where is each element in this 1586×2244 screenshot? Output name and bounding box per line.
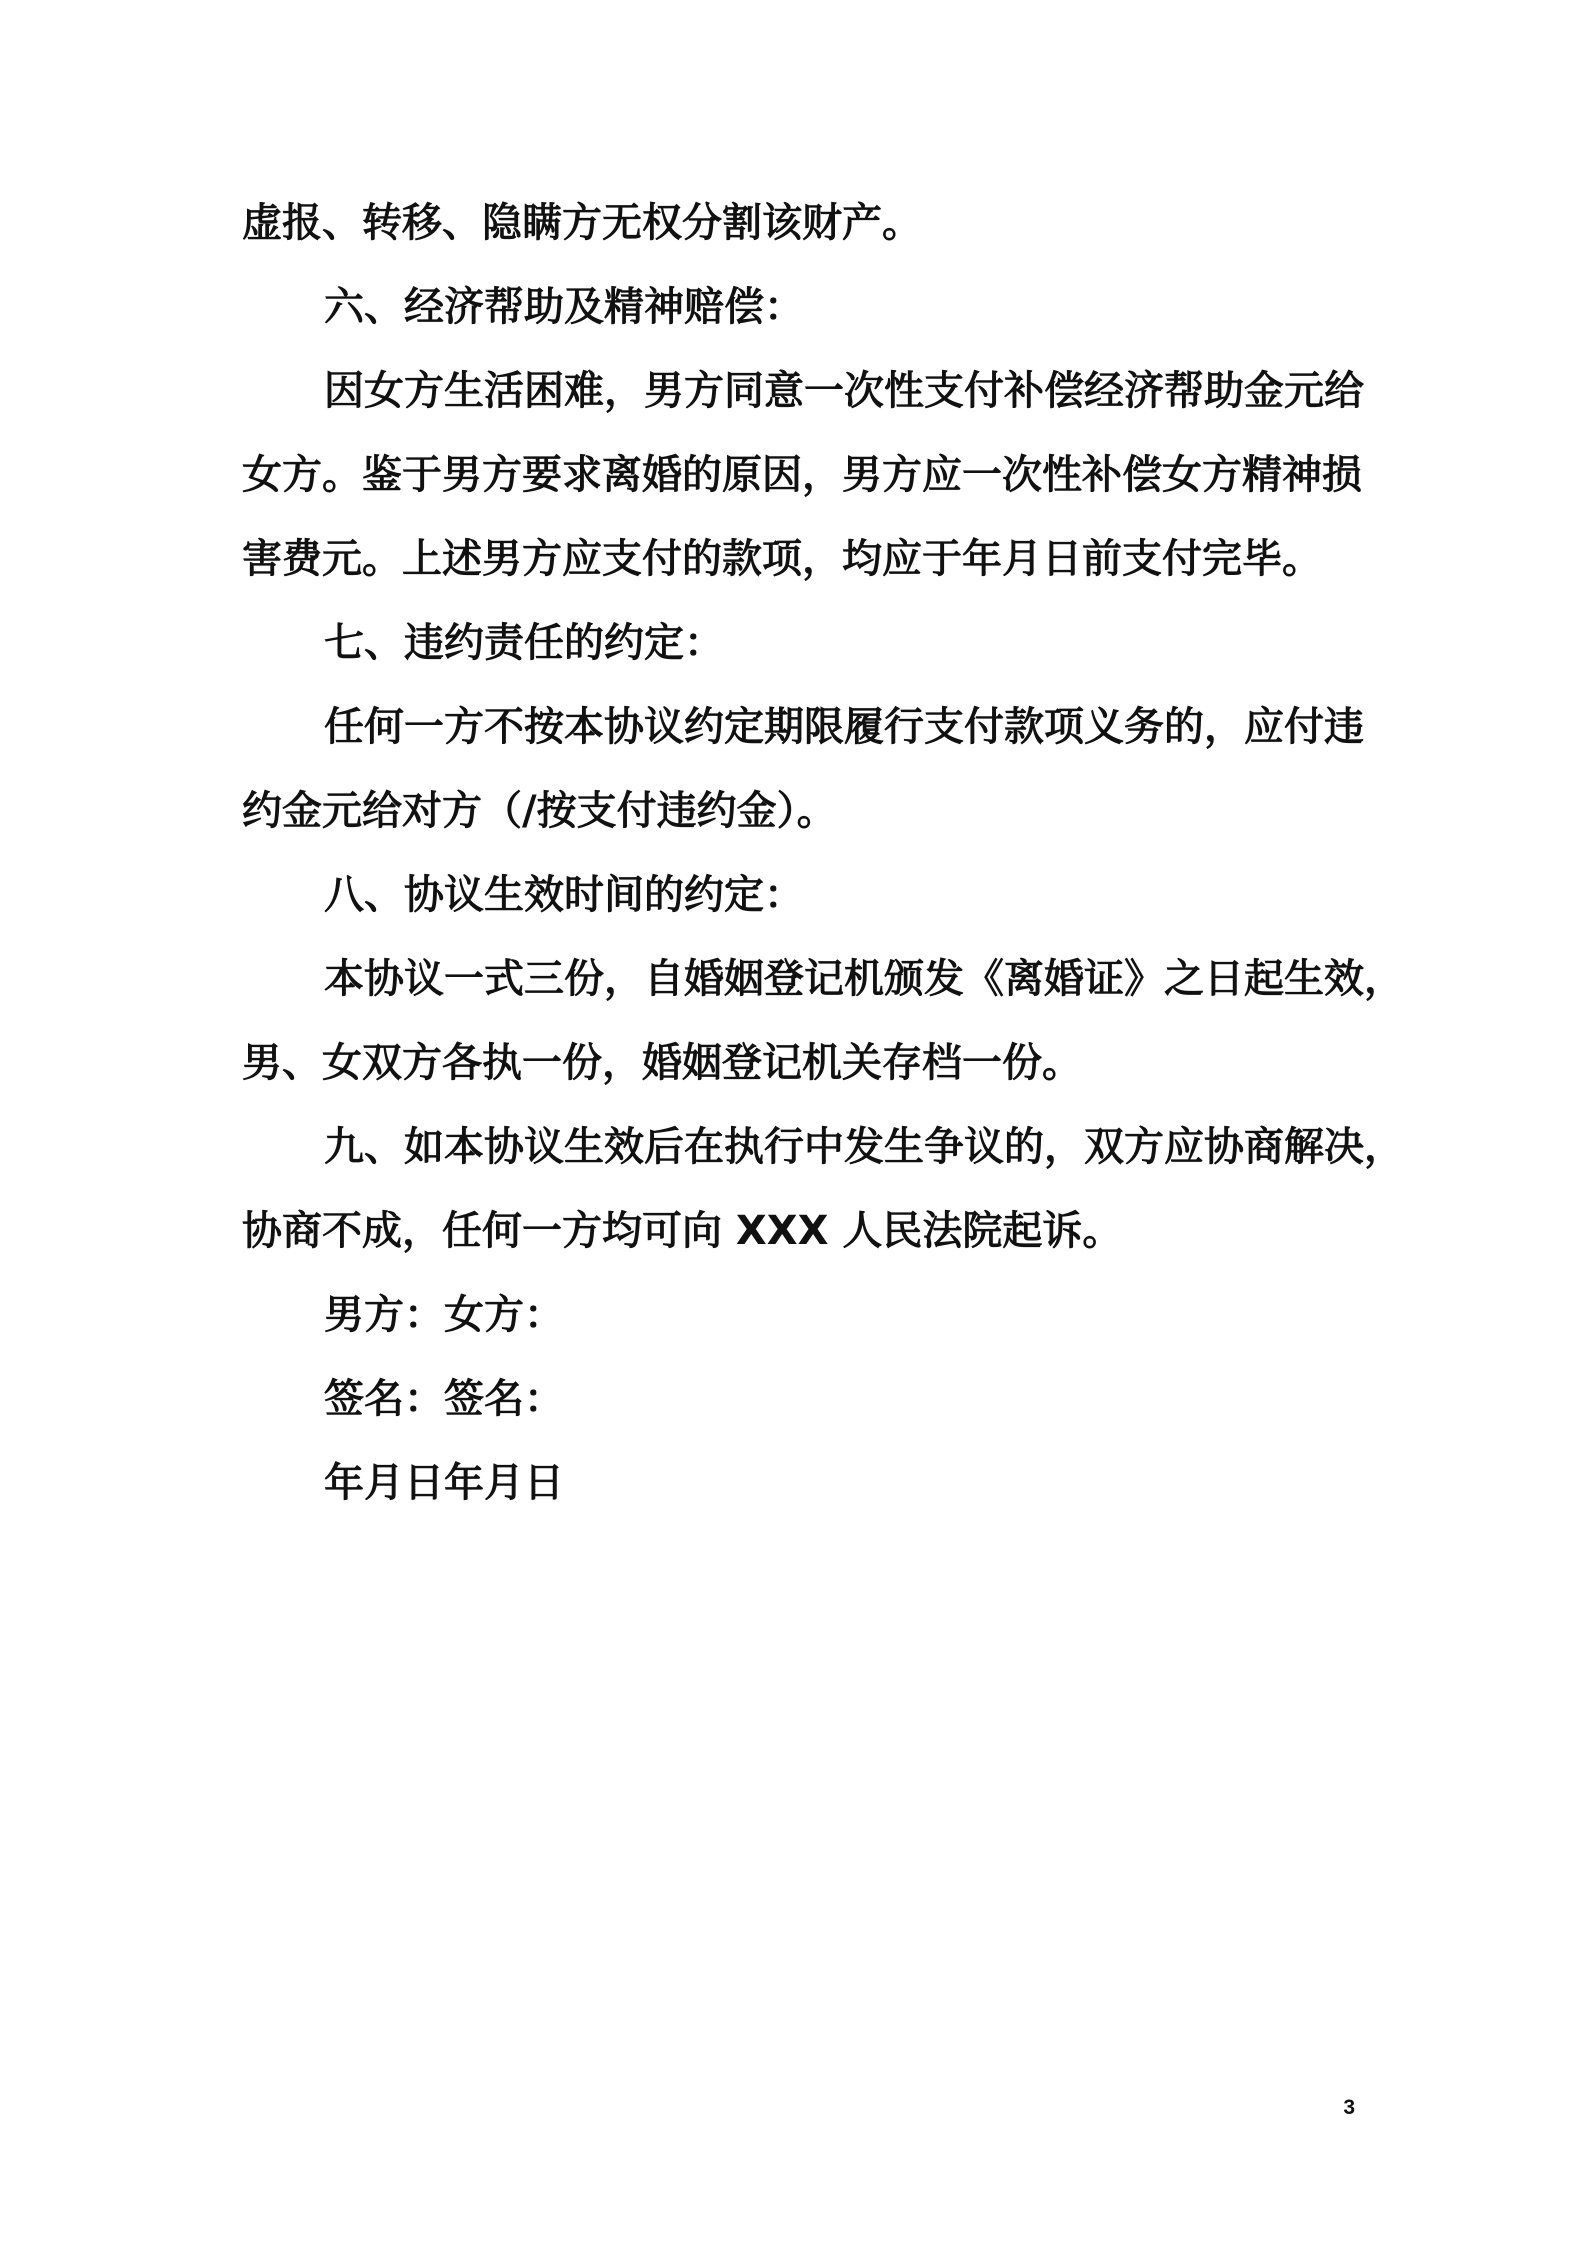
signature-party-labels <box>242 1273 1360 1357</box>
paragraph-line: 害费元。上述男方应支付的款项，均应于年月日前支付完毕。 <box>242 536 1322 582</box>
heading-line: 六、经济帮助及精神赔偿： <box>324 284 804 330</box>
party-label-line: 男方：女方： <box>324 1292 564 1338</box>
paragraph-line: 九、如本协议生效后在执行中发生争议的，双方应协商解决， <box>324 1124 1404 1170</box>
section-heading-effective-date <box>242 853 1360 937</box>
paragraph-line: 本协议一式三份，自婚姻登记机颁发《离婚证》之日起生效， <box>324 956 1404 1002</box>
document-body <box>242 181 1404 1525</box>
paragraph-effective-date <box>242 937 1404 1105</box>
paragraph-line: 男、女双方各执一份，婚姻登记机关存档一份。 <box>242 1040 1082 1086</box>
paragraph-breach-liability <box>242 685 1364 853</box>
paragraph-line: 约金元给对方（/按支付违约金）。 <box>242 788 837 834</box>
signature-date-labels <box>242 1441 1360 1525</box>
heading-line: 七、违约责任的约定： <box>324 620 724 666</box>
paragraph-line: 协商不成，任何一方均可向 XXX 人民法院起诉。 <box>242 1208 1123 1254</box>
date-label-line: 年月日年月日 <box>324 1460 564 1506</box>
paragraph-dispute-resolution <box>242 1105 1404 1273</box>
continuation-paragraph <box>242 181 1360 265</box>
paragraph-line: 因女方生活困难，男方同意一次性支付补偿经济帮助金元给 <box>324 368 1364 414</box>
paragraph-financial-aid <box>242 349 1364 601</box>
paragraph-line: 虚报、转移、隐瞒方无权分割该财产。 <box>242 200 922 246</box>
signature-label-line: 签名：签名： <box>324 1376 564 1422</box>
signature-labels <box>242 1357 1360 1441</box>
heading-line: 八、协议生效时间的约定： <box>324 872 804 918</box>
section-heading-breach-liability <box>242 601 1360 685</box>
page-number: 3 <box>1343 2096 1355 2119</box>
section-heading-financial-aid <box>242 265 1360 349</box>
paragraph-line: 任何一方不按本协议约定期限履行支付款项义务的，应付违 <box>324 704 1364 750</box>
paragraph-line: 女方。鉴于男方要求离婚的原因，男方应一次性补偿女方精神损 <box>242 452 1362 498</box>
